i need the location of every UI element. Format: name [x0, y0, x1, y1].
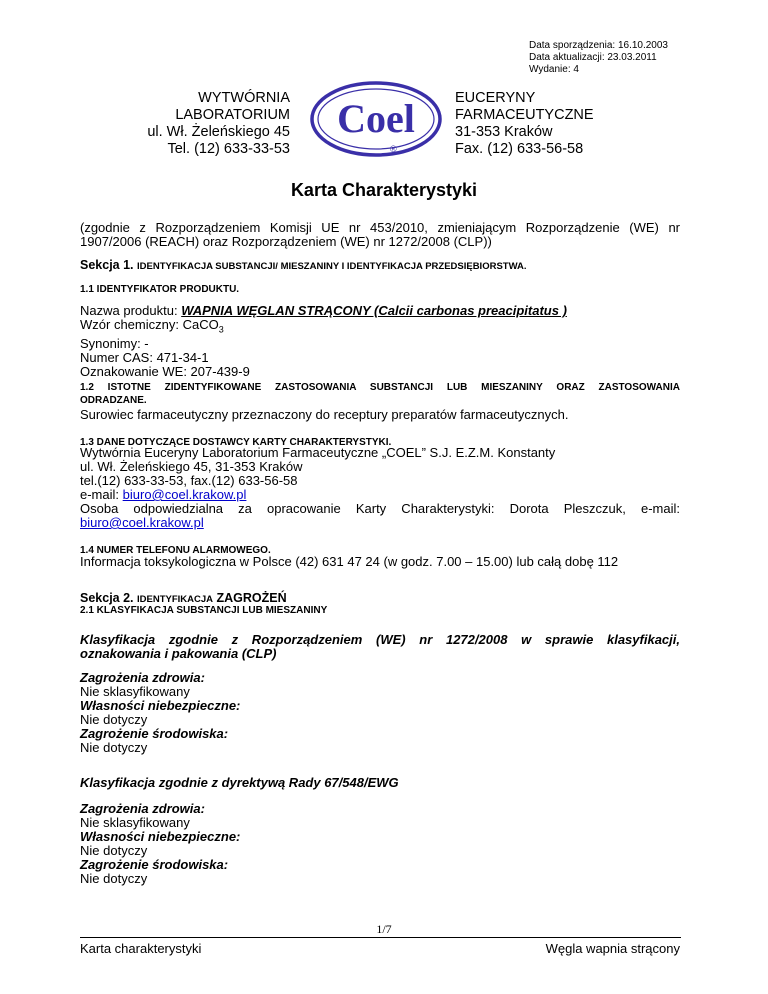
edition-number: Wydanie: 4	[529, 64, 579, 75]
section-2-heading: Sekcja 2. IDENTYFIKACJA ZAGROŻEŃ	[80, 591, 287, 605]
coel-logo	[308, 80, 444, 158]
synonyms: Synonimy: -	[80, 335, 149, 351]
registered-mark: ®	[390, 144, 397, 154]
product-name: WAPNIA WĘGLAN STRĄCONY (Calcii carbonas preacipitatus )	[181, 303, 567, 318]
company-address-left: WYTWÓRNIA LABORATORIUM ul. Wł. Żeleńskiego 45 Tel. (12) 633-33-53	[147, 90, 290, 157]
section-1-2-text: Surowiec farmaceutyczny przeznaczony do receptury preparatów farmaceutycznych.	[80, 407, 569, 422]
formula-line: Wzór chemiczny: CaCO$_3$	[80, 317, 224, 335]
document-title: Karta Charakterystyki	[290, 180, 478, 200]
product-info	[80, 304, 680, 379]
person-email-link[interactable]: biuro@coel.krakow.pl	[80, 515, 204, 530]
section-1-3-heading: 1.3 DANE DOTYCZĄCE DOSTAWCY KARTY CHARAKTERYSTYKI.	[80, 437, 392, 448]
we-number: Oznakowanie WE: 207-439-9	[80, 363, 250, 379]
supplier-info: Wytwórnia Euceryny Laboratorium Farmaceutyczne „COEL” S.J. E.Z.M. Konstanty ul. Wł. Żeleńskiego 45, 31-353 Kraków tel.(12) 633-33-53, fax.(12) 633-56-58 e-mail: biuro@coel.krakow.pl Osoba odpowiedzialna za opracowanie Karty Charakterystyki: Dorota Pleszczuk, e-mail: biuro@coel.krakow.pl	[80, 445, 680, 530]
dsd-classification-list: Zagrożenia zdrowia: Nie sklasyfikowany Własności niebezpieczne: Nie dotyczy Zagrożenie środowiska: Nie dotyczy	[80, 801, 241, 886]
updated-date: Data aktualizacji: 23.03.2011	[529, 52, 657, 63]
cas-number: Numer CAS: 471-34-1	[80, 349, 209, 365]
footer-doc-name: Karta charakterystyki	[80, 941, 202, 956]
logo-wordmark: Coel	[337, 96, 415, 141]
responsible-person: Osoba odpowiedzialna za opracowanie Karty Charakterystyki: Dorota Pleszczuk, e-mail:	[80, 501, 680, 516]
section-1-2-heading-cont: ODRADZANE.	[80, 395, 147, 406]
regulation-intro: (zgodnie z Rozporządzeniem Komisji UE nr 453/2010, zmieniającym Rozporządzenie (WE) nr 1907/2006 (REACH) oraz Rozporządzeniem (WE) nr 1272/2008 (CLP))	[80, 220, 680, 249]
footer-product-name: Węgla wapnia strącony	[545, 941, 680, 956]
section-1-heading: Sekcja 1. IDENTYFIKACJA SUBSTANCJI/ MIESZANINY I IDENTYFIKACJA PRZEDSIĘBIORSTWA.	[80, 258, 527, 272]
clp-heading-cont: oznakowania i pakowania (CLP)	[80, 646, 277, 661]
section-1-2-heading: 1.2 ISTOTNE ZIDENTYFIKOWANE ZASTOSOWANIA SUBSTANCJI LUB MIESZANINY ORAZ ZASTOSOWANIA	[80, 382, 680, 393]
company-address-right: EUCERYNY FARMACEUTYCZNE 31-353 Kraków Fax. (12) 633-56-58	[455, 90, 594, 157]
emergency-phone: Informacja toksykologiczna w Polsce (42) 631 47 24 (w godz. 7.00 – 15.00) lub całą dobę 112	[80, 554, 619, 569]
section-1-4-heading: 1.4 NUMER TELEFONU ALARMOWEGO.	[80, 545, 271, 556]
dsd-heading: Klasyfikacja zgodnie z dyrektywą Rady 67/548/EWG	[80, 775, 399, 790]
email-link[interactable]: biuro@coel.krakow.pl	[122, 487, 247, 502]
product-name-line: Nazwa produktu: WAPNIA WĘGLAN STRĄCONY (Calcii carbonas preacipitatus )	[80, 303, 567, 318]
clp-classification-list: Zagrożenia zdrowia: Nie sklasyfikowany Własności niebezpieczne: Nie dotyczy Zagrożenie środowiska: Nie dotyczy	[80, 670, 241, 755]
section-1-1-heading: 1.1 IDENTYFIKATOR PRODUKTU.	[80, 284, 240, 295]
page-number: 1/7	[376, 922, 392, 936]
document-meta	[529, 40, 668, 76]
section-2-1-heading: 2.1 KLASYFIKACJA SUBSTANCJI LUB MIESZANINY	[80, 605, 328, 616]
footer-divider	[80, 937, 681, 938]
prepared-date: Data sporządzenia: 16.10.2003	[529, 40, 668, 51]
clp-heading: Klasyfikacja zgodnie z Rozporządzeniem (WE) nr 1272/2008 w sprawie klasyfikacji,	[80, 632, 680, 647]
